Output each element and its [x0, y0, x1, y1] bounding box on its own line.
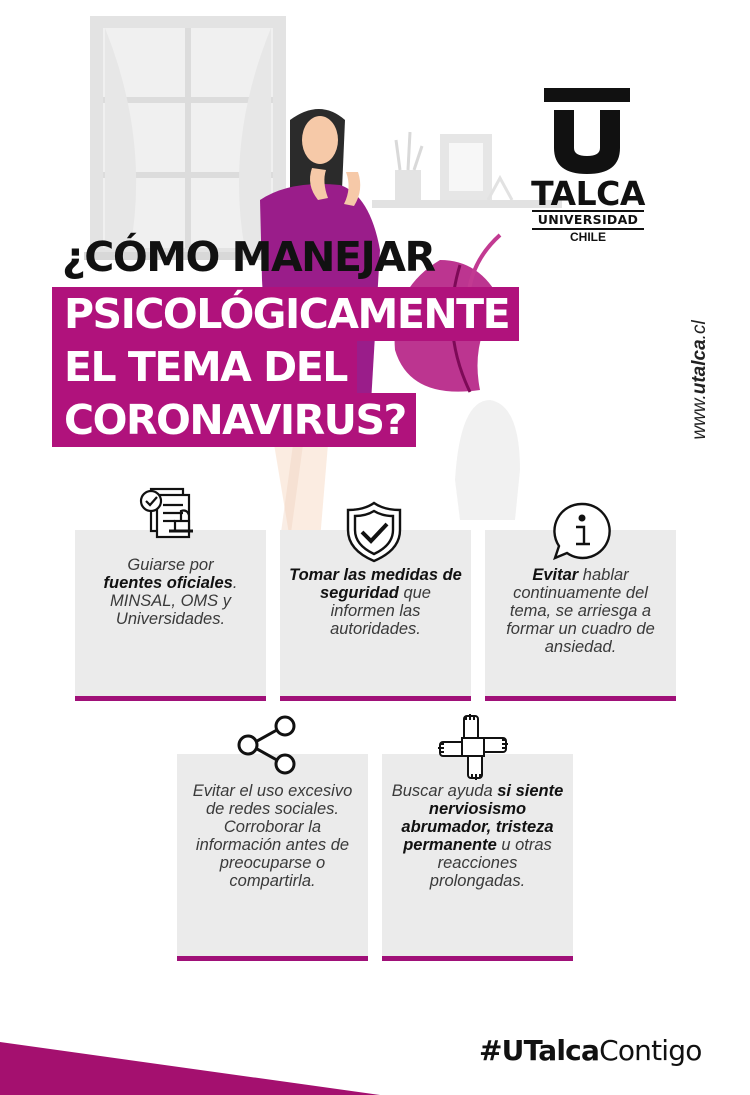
- title-line-3: EL TEMA DEL: [52, 340, 357, 394]
- brand-name: TALCA: [531, 174, 645, 213]
- title-line-4: CORONAVIRUS?: [52, 393, 416, 447]
- utalca-logo-mark: [544, 88, 630, 174]
- tip-text: Tomar las medidas de seguridad que informen las autoridades.: [289, 566, 462, 638]
- share-icon: [236, 714, 298, 776]
- website-tld: .cl: [689, 320, 710, 340]
- campaign-hashtag: [479, 1033, 702, 1069]
- website-prefix: www.: [689, 394, 710, 440]
- chair-illustration: [455, 400, 520, 520]
- joined-hands-icon: [438, 714, 508, 780]
- hashtag-rest: Contigo: [599, 1034, 702, 1067]
- documents-checklist-icon: [135, 483, 201, 547]
- title-line-1: ¿CÓMO MANEJAR: [62, 233, 435, 281]
- tip-card-official-sources: [75, 530, 266, 701]
- brand-country: CHILE: [570, 230, 606, 244]
- title-line-2: PSICOLÓGICAMENTE: [52, 287, 519, 341]
- tip-card-social-media: [177, 754, 368, 961]
- shield-check-icon: [344, 500, 404, 564]
- bottom-accent-band: [0, 1030, 380, 1095]
- info-speech-bubble-icon: [551, 500, 613, 562]
- website-link[interactable]: [689, 320, 711, 439]
- tip-card-seek-help: [382, 754, 573, 961]
- tip-text: Buscar ayuda si siente nerviosismo abrumador, tristeza permanente u otras reacciones prolongadas.: [391, 782, 564, 890]
- tip-text: Evitar hablar continuamente del tema, se arriesga a formar un cuadro de ansiedad.: [506, 566, 655, 656]
- website-domain: utalca: [689, 339, 710, 395]
- university-logo: [518, 88, 658, 248]
- hashtag-bold: #UTalca: [479, 1034, 600, 1067]
- tip-text: Guiarse por fuentes oficiales. MINSAL, OMS y Universidades.: [103, 556, 238, 628]
- brand-subtitle: UNIVERSIDAD: [532, 210, 644, 230]
- tip-text: Evitar el uso excesivo de redes sociales. Corroborar la información antes de preocuparse o compartirla.: [192, 782, 353, 890]
